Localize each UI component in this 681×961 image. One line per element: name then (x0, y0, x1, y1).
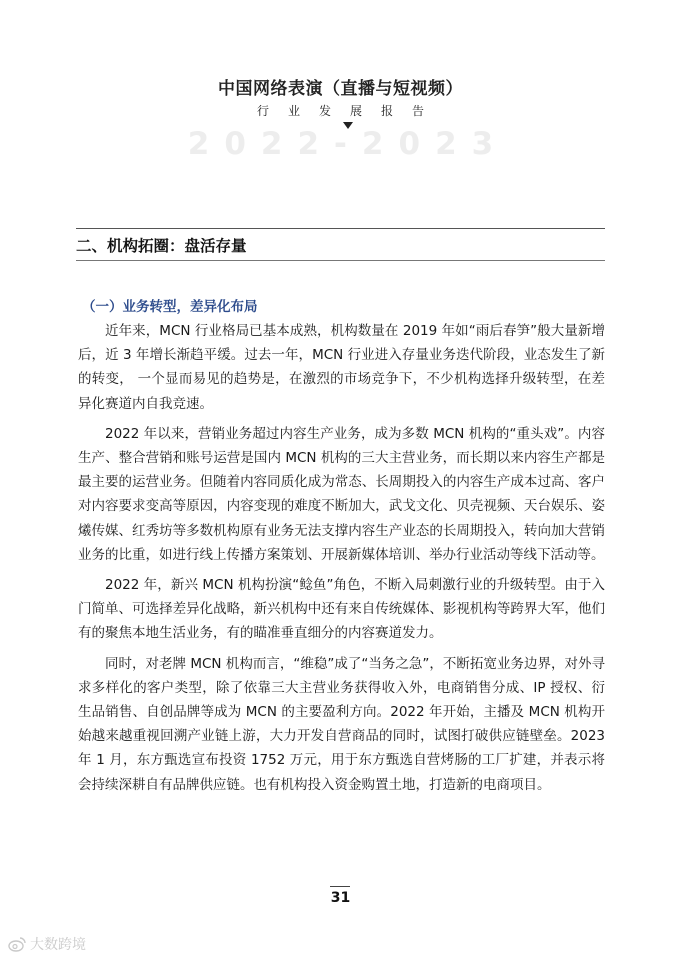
page-number-rule (330, 886, 350, 887)
report-years: 2022-2023 (187, 126, 509, 162)
section-top-rule (76, 228, 605, 229)
report-title: 中国网络表演（直播与短视频） (218, 79, 463, 99)
section-bottom-rule (76, 260, 605, 261)
subsection-heading: （一）业务转型，差异化布局 (82, 299, 258, 315)
page-number: 31 (330, 890, 351, 906)
paragraph: 2022 年以来，营销业务超过内容生产业务，成为多数 MCN 机构的“重头戏”。内容生产、整合营销和账号运营是国内 MCN 机构的三大主营业务，而长期以来内容生产都是最主要的运营业务。但随着内容同质化成为常态、长周期投入的内容生产成本过高、客户对内容要求变高等原因，内容变现的难度不断加大，武戈文化、贝壳视频、天台娱乐、姿爔传媒、红秀坊等多数机构原有业务无法支撑内容生产业态的长周期投入，转向加大营销业务的比重，如进行线上传播方案策划、开展新媒体培训、举办行业活动等线下活动等。 (78, 425, 605, 563)
section-heading: 二、机构拓圈：盘活存量 (76, 237, 247, 255)
watermark (8, 934, 86, 954)
body-text (78, 319, 605, 803)
weibo-icon (8, 936, 26, 952)
report-subtitle: 行业发展报告 (256, 104, 443, 118)
watermark-text: 大数跨境 (30, 937, 86, 953)
paragraph: 近年来，MCN 行业格局已基本成熟，机构数量在 2019 年如“雨后春笋”般大量新增后，近 3 年增长渐趋平缓。过去一年，MCN 行业进入存量业务迭代阶段，业态发生了新的转变， 一个显而易见的趋势是，在激烈的市场竞争下，不少机构选择升级转型，在差异化赛道内自我竞速。 (78, 323, 605, 412)
paragraph: 同时，对老牌 MCN 机构而言，“维稳”成了“当务之急”，不断拓宽业务边界，对外寻求多样化的客户类型，除了依靠三大主营业务获得收入外，电商销售分成、IP 授权、衍生品销售、自创品牌等成为 MCN 的主要盈利方向。2022 年开始，主播及 MCN 机构开始越来越重视回溯产业链上游，大力开发自营商品的同时，试图打破供应链壁垒。2023 年 1 月，东方甄选宣布投资 1752 万元，用于东方甄选自营烤肠的工厂扩建，并表示将会持续深耕自有品牌供应链。也有机构投入资金购置土地，打造新的电商项目。 (78, 655, 605, 793)
paragraph: 2022 年，新兴 MCN 机构扮演“鲶鱼”角色，不断入局刺激行业的升级转型。由于入门简单、可选择差异化战略，新兴机构中还有来自传统媒体、影视机构等跨界大军，他们有的聚焦本地生活业务，有的瞄准垂直细分的内容赛道发力。 (78, 577, 605, 642)
